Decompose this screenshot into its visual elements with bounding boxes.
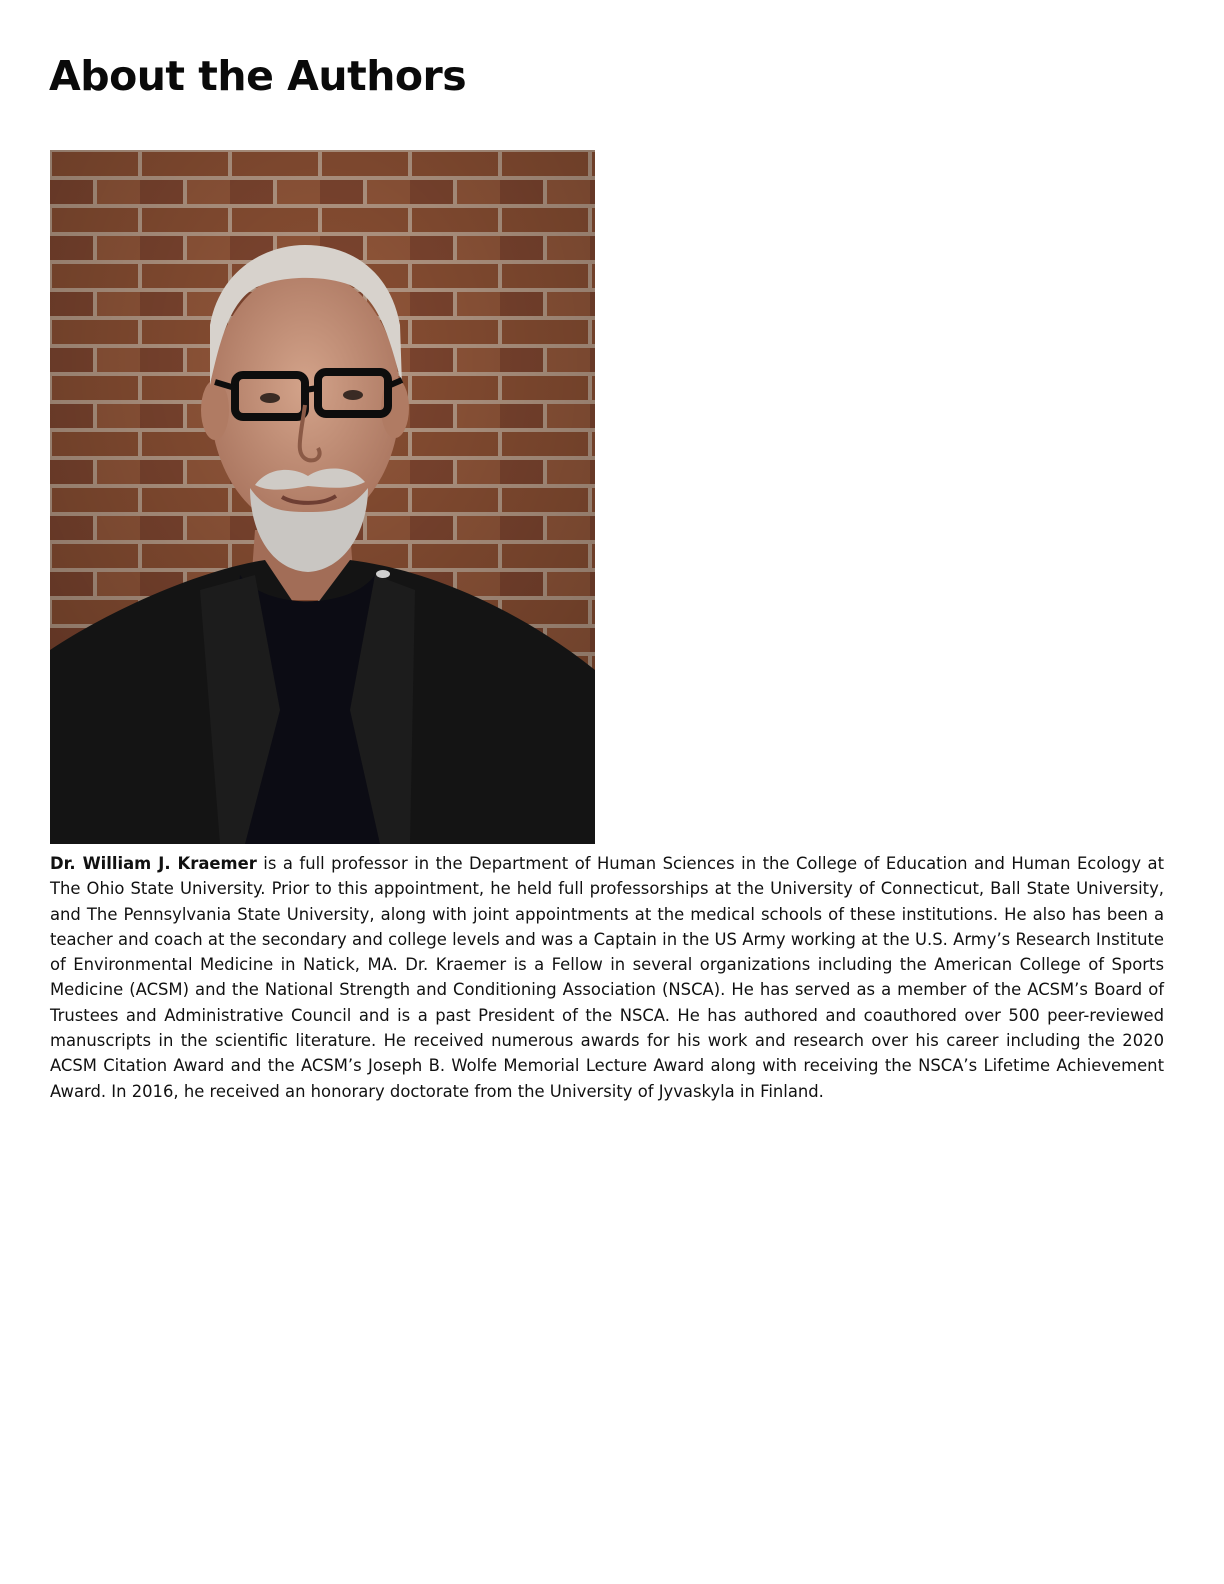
author-bio [50, 851, 1164, 1104]
author-bio-text: is a full professor in the Department of Human Sciences in the College of Education and Human Ecology at The Ohio State University. Prior to this appointment, he held full professorships at the University of Connecticut, Ball State University, and The Pennsylvania State University, along with joint appointments at the medical schools of these institutions. He also has been a teacher and coach at the secondary and college levels and was a Captain in the US Army working at the U.S. Army’s Research Institute of Environmental Medicine in Natick, MA. Dr. Kraemer is a Fellow in several organizations including the American College of Sports Medicine (ACSM) and the National Strength and Conditioning Association (NSCA). He has served as a member of the ACSM’s Board of Trustees and Administrative Council and is a past President of the NSCA. He has authored and coauthored over 500 peer-reviewed manuscripts in the scientific literature. He received numerous awards for his work and research over his career including the 2020 ACSM Citation Award and the ACSM’s Joseph B. Wolfe Memorial Lecture Award along with receiving the NSCA’s Lifetime Achievement Award. In 2016, he received an honorary doctorate from the University of Jyvaskyla in Finland. [50, 854, 1164, 1101]
author-photo [50, 150, 595, 844]
author-name: Dr. William J. Kraemer [50, 854, 257, 873]
author-portrait-icon [50, 150, 595, 844]
page-title: About the Authors [49, 52, 467, 100]
